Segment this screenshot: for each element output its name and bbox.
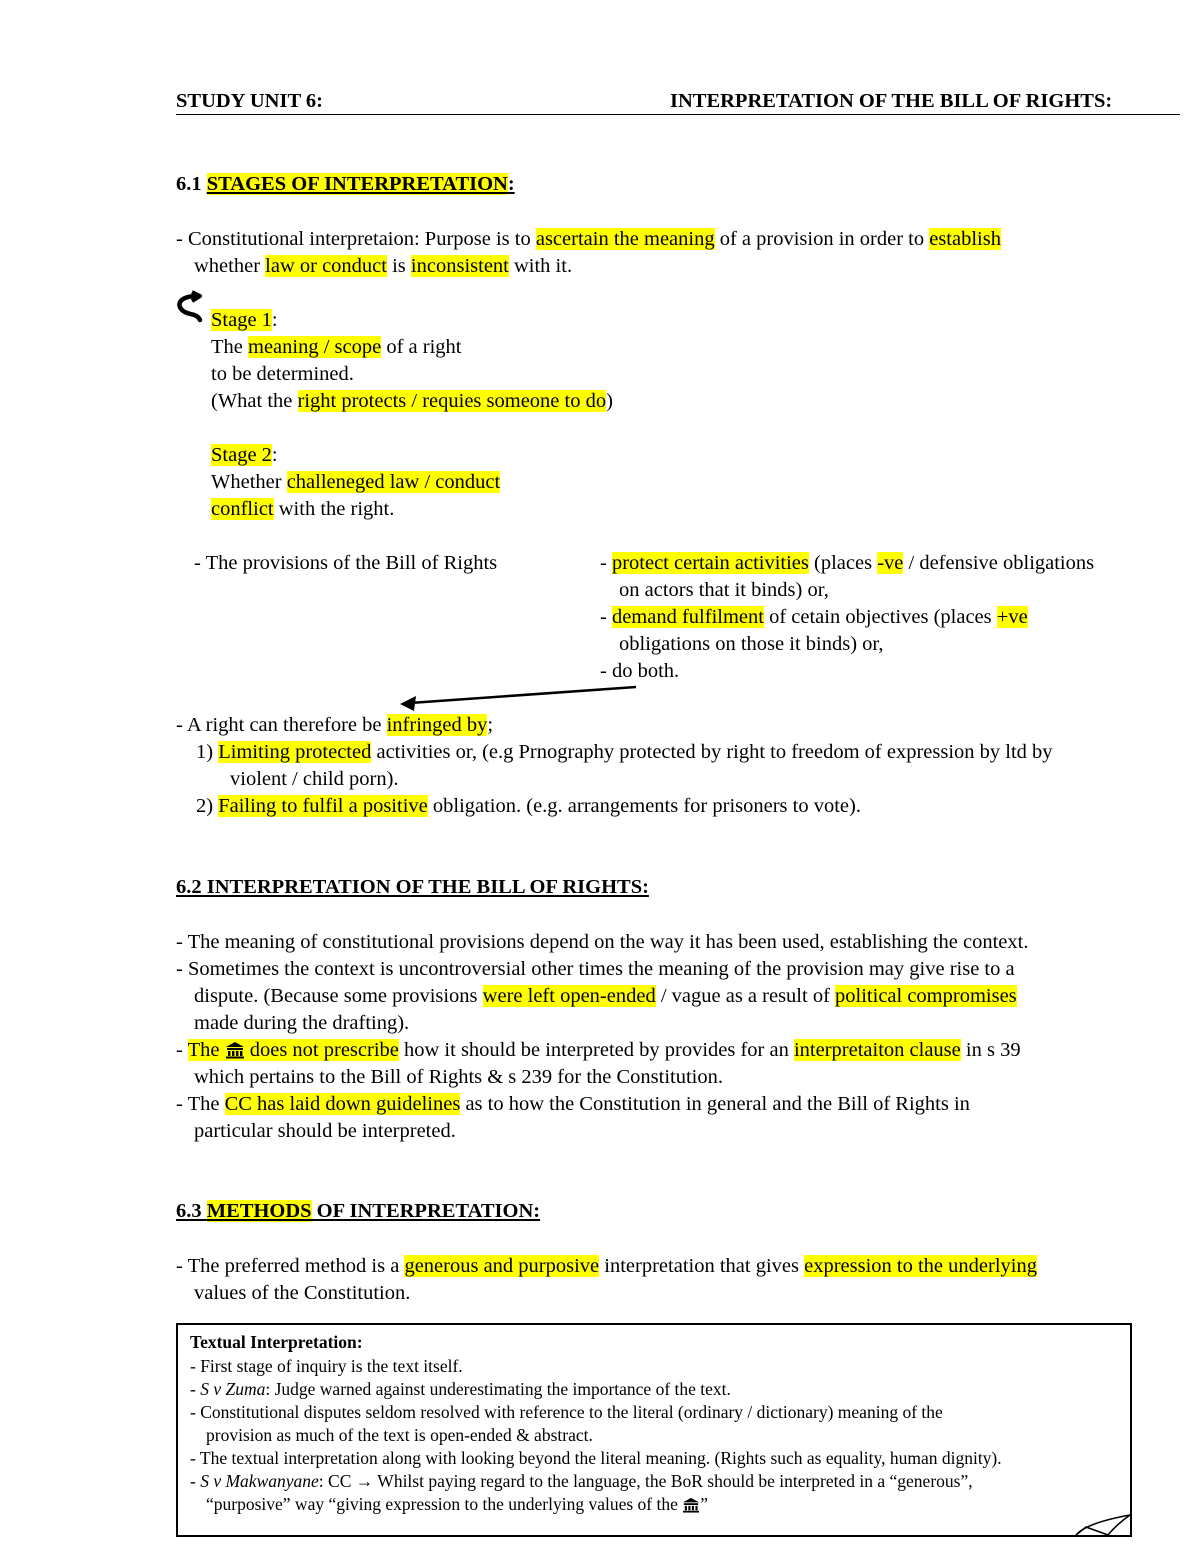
- box-item-3: - Constitutional disputes seldom resolved with reference to the literal (ordinary / dictionary) meaning of the: [190, 1402, 943, 1422]
- s62-line-1: - The meaning of constitutional provisions depend on the way it has been used, establishing the context.: [176, 931, 1029, 953]
- provisions-label: - The provisions of the Bill of Rights: [194, 552, 498, 574]
- stage-2-label: Stage 2:: [211, 444, 278, 466]
- box-item-2: - S v Zuma: Judge warned against underestimating the importance of the text.: [190, 1379, 731, 1399]
- provisions-item-2-cont: obligations on those it binds) or,: [619, 633, 884, 655]
- provisions-item-1: - protect certain activities (places -ve / defensive obligations: [600, 552, 1095, 574]
- s63-line-2: values of the Constitution.: [194, 1282, 411, 1304]
- purpose-line-1: - Constitutional interpretaion: Purpose is to ascertain the meaning of a provision in order to establish: [176, 228, 1001, 250]
- stage-1-label: Stage 1:: [211, 309, 278, 331]
- stage-2-line-1: Whether challeneged law / conduct: [211, 471, 501, 493]
- s63-line-1: - The preferred method is a generous and purposive interpretation that gives expression to the underlying: [176, 1255, 1037, 1277]
- provisions-item-1-cont: on actors that it binds) or,: [619, 579, 829, 601]
- s62-line-7: - The CC has laid down guidelines as to how the Constitution in general and the Bill of Rights in: [176, 1093, 970, 1115]
- section-6-1-heading: 6.1 STAGES OF INTERPRETATION:: [176, 173, 515, 195]
- stage-1-line-1: The meaning / scope of a right: [211, 336, 462, 358]
- infringed-line: - A right can therefore be infringed by;: [176, 714, 494, 736]
- arrow-line-icon: [396, 682, 646, 712]
- stage-1-line-3: (What the right protects / requies someone to do): [211, 390, 613, 412]
- infringed-item-1-cont: violent / child porn).: [230, 768, 399, 790]
- page-header: [176, 90, 1180, 115]
- section-6-2-heading: 6.2 INTERPRETATION OF THE BILL OF RIGHTS:: [176, 876, 649, 898]
- textual-interpretation-box: [176, 1323, 1132, 1537]
- page-curl-icon: [1072, 1513, 1132, 1537]
- stage-1-line-2: to be determined.: [211, 363, 354, 385]
- curved-arrow-icon: [170, 290, 206, 326]
- header-title: INTERPRETATION OF THE BILL OF RIGHTS:: [670, 90, 1113, 112]
- s62-line-5: - The does not prescribe how it should be interpreted by provides for an interpretaiton clause in s 39: [176, 1039, 1021, 1061]
- box-title: Textual Interpretation:: [190, 1332, 363, 1352]
- box-item-4: - The textual interpretation along with looking beyond the literal meaning. (Rights such as equality, human dignity).: [190, 1448, 1002, 1468]
- provisions-item-2: - demand fulfilment of cetain objectives (places +ve: [600, 606, 1028, 628]
- s62-line-8: particular should be interpreted.: [194, 1120, 456, 1142]
- header-unit: STUDY UNIT 6:: [176, 90, 323, 112]
- box-item-1: - First stage of inquiry is the text itself.: [190, 1356, 463, 1376]
- infringed-item-2: 2) Failing to fulfil a positive obligation. (e.g. arrangements for prisoners to vote).: [196, 795, 861, 817]
- s62-line-2: - Sometimes the context is uncontroversial other times the meaning of the provision may give rise to a: [176, 958, 1015, 980]
- constitution-building-icon: [682, 1497, 700, 1513]
- s62-line-4: made during the drafting).: [194, 1012, 410, 1034]
- s62-line-6: which pertains to the Bill of Rights & s 239 for the Constitution.: [194, 1066, 723, 1088]
- purpose-line-2: whether law or conduct is inconsistent with it.: [194, 255, 573, 277]
- box-item-5-cont: “purposive” way “giving expression to the underlying values of the ”: [206, 1494, 709, 1514]
- stage-2-line-2: conflict with the right.: [211, 498, 395, 520]
- box-item-5: - S v Makwanyane: CC → Whilst paying regard to the language, the BoR should be interpreted in a “generous”,: [190, 1471, 973, 1491]
- infringed-item-1: 1) Limiting protected activities or, (e.g Prnography protected by right to freedom of expression by ltd by: [196, 741, 1053, 763]
- provisions-item-3: - do both.: [600, 660, 680, 682]
- section-6-3-heading: 6.3 METHODS OF INTERPRETATION:: [176, 1200, 541, 1222]
- s62-line-3: dispute. (Because some provisions were left open-ended / vague as a result of political compromises: [194, 985, 1017, 1007]
- constitution-building-icon: [225, 1041, 245, 1059]
- box-item-3-cont: provision as much of the text is open-ended & abstract.: [206, 1425, 593, 1445]
